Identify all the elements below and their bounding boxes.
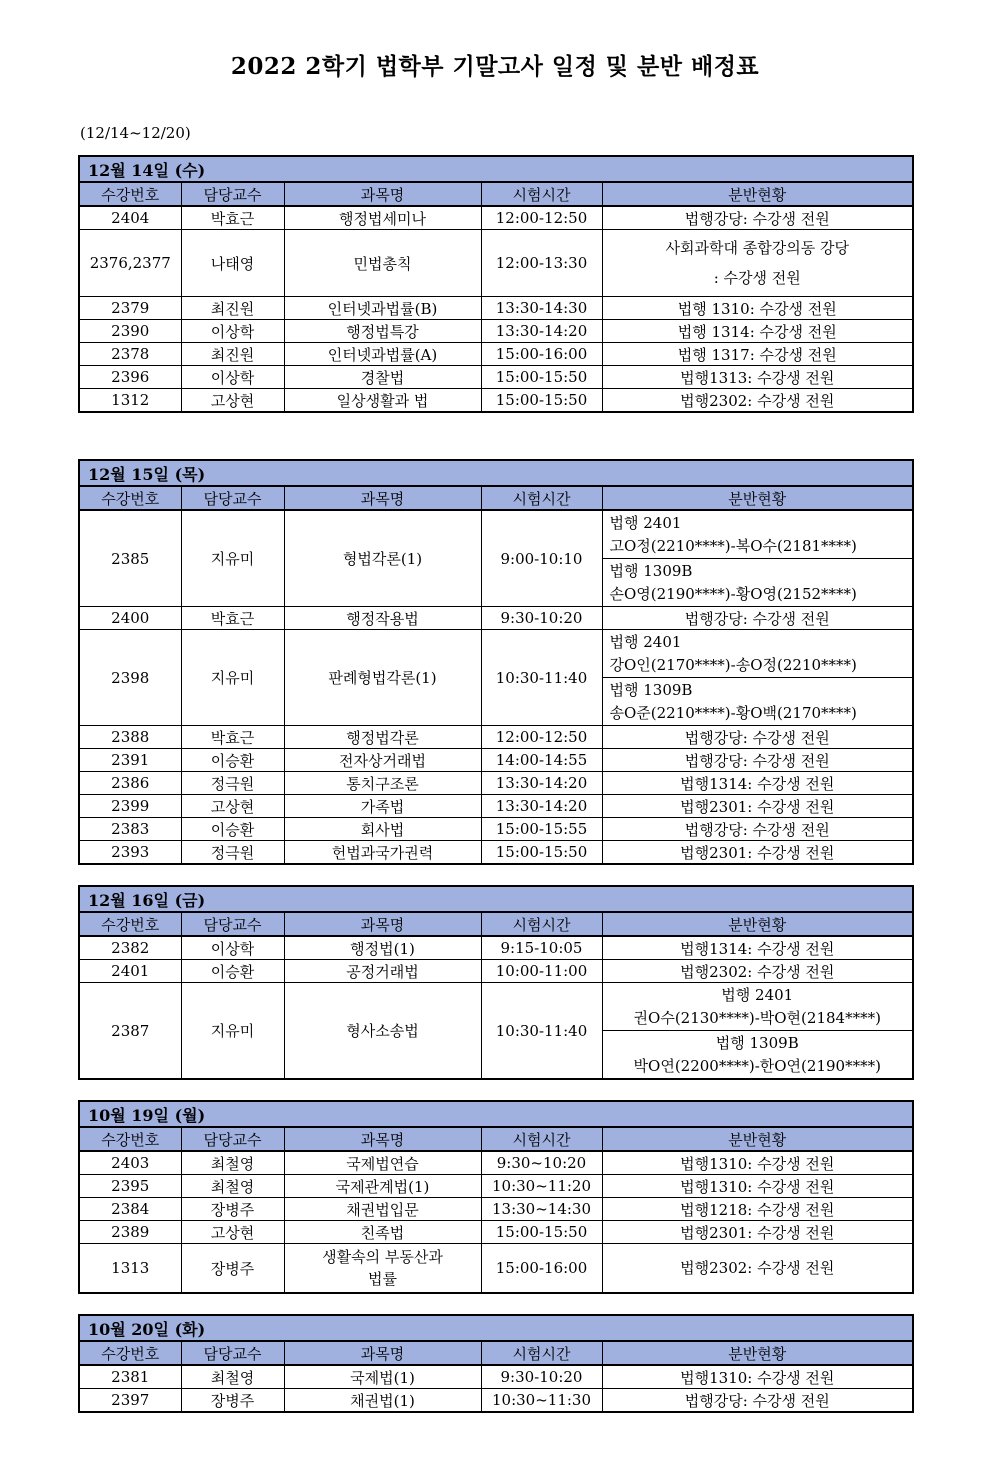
column-header: 과목명: [284, 1341, 481, 1365]
professor-cell: 박효근: [181, 206, 284, 230]
exam-time-cell: 12:00-13:30: [481, 230, 602, 297]
course-name-line: 헌법과국가권력: [331, 843, 434, 862]
assignment-line: 법행강당: 수강생 전원: [684, 609, 830, 628]
assignment-line: 법행2302: 수강생 전원: [680, 962, 835, 981]
assignment-cell: [602, 366, 913, 389]
course-name-line: 인터넷과법률(A): [327, 345, 438, 364]
professor-cell: 박효근: [181, 726, 284, 749]
professor-cell: 지유미: [181, 630, 284, 726]
course-name-line: 국제법(1): [350, 1368, 415, 1387]
course-code-cell: 2389: [79, 1221, 181, 1244]
professor-cell: 장병주: [181, 1244, 284, 1294]
professor-cell: 이상학: [181, 320, 284, 343]
assignment-line: 법행강당: 수강생 전원: [684, 820, 830, 839]
assignment-cell: [602, 206, 913, 230]
assignment-cell: [602, 960, 913, 983]
professor-cell: 장병주: [181, 1389, 284, 1413]
exam-time-cell: 10:30-11:40: [481, 983, 602, 1080]
professor-cell: 이상학: [181, 936, 284, 960]
course-name-line: 생활속의 부동산과: [322, 1248, 443, 1266]
exam-time-cell: 13:30-14:20: [481, 320, 602, 343]
course-name-line: 친족법: [360, 1223, 405, 1242]
assignment-cell: [602, 1151, 913, 1175]
course-name-line: 행정법세미나: [339, 209, 426, 228]
course-name-cell: [284, 297, 481, 320]
course-code-cell: 2404: [79, 206, 181, 230]
course-name-cell: [284, 841, 481, 865]
room-label: 법행 2401: [609, 632, 682, 651]
assignment-group: [603, 630, 913, 678]
course-name-line: 민법총칙: [353, 254, 412, 273]
course-name-line: 전자상거래법: [339, 751, 426, 770]
schedule-table: [78, 1100, 914, 1294]
column-header: 과목명: [284, 912, 481, 936]
exam-row: [79, 772, 913, 795]
column-header-row: [79, 1127, 913, 1151]
exam-row: [79, 510, 913, 607]
assignment-line: 법행2302: 수강생 전원: [680, 391, 835, 410]
course-code-cell: 2376,2377: [79, 230, 181, 297]
course-name-cell: [284, 795, 481, 818]
document-title: 2022 2학기 법학부 기말고사 일정 및 분반 배정표: [230, 53, 760, 80]
student-range-label: 박O연(2200****)-한O연(2190****): [633, 1056, 881, 1075]
course-name-line: 가족법: [360, 797, 405, 816]
date-row: [79, 1101, 913, 1127]
exam-row: [79, 366, 913, 389]
assignment-line: 사회과학대 종합강의동 강당: [665, 239, 849, 257]
course-name-cell: [284, 389, 481, 413]
exam-time-cell: 13:30-14:20: [481, 772, 602, 795]
assignment-line: 법행강당: 수강생 전원: [684, 751, 830, 770]
assignment-group: [603, 678, 913, 725]
course-name-line: 행정법각론: [346, 728, 419, 747]
course-code-cell: 2379: [79, 297, 181, 320]
professor-cell: 박효근: [181, 607, 284, 630]
course-code-cell: 2384: [79, 1198, 181, 1221]
column-header: 수강번호: [79, 1127, 181, 1151]
exam-row: [79, 1244, 913, 1294]
column-header-row: [79, 1341, 913, 1365]
course-name-cell: [284, 749, 481, 772]
assignment-cell: [602, 1389, 913, 1413]
column-header: 담당교수: [181, 486, 284, 510]
assignment-cell: [602, 297, 913, 320]
exam-row: [79, 1198, 913, 1221]
column-header: 담당교수: [181, 912, 284, 936]
student-range-label: 강O인(2170****)-송O정(2210****): [609, 655, 857, 674]
assignment-line: 법행 1310: 수강생 전원: [677, 299, 837, 318]
course-code-cell: 2388: [79, 726, 181, 749]
column-header: 시험시간: [481, 912, 602, 936]
exam-time-cell: 15:00-15:50: [481, 1221, 602, 1244]
assignment-line: 법행1218: 수강생 전원: [680, 1200, 835, 1219]
course-name-cell: [284, 206, 481, 230]
professor-cell: 고상현: [181, 389, 284, 413]
assignment-line: 법행강당: 수강생 전원: [684, 209, 830, 228]
course-name-line: 행정작용법: [346, 609, 419, 628]
assignment-line: 법행 1314: 수강생 전원: [677, 322, 837, 341]
exam-time-cell: 15:00-15:50: [481, 389, 602, 413]
column-header-row: [79, 486, 913, 510]
course-code-cell: 2401: [79, 960, 181, 983]
date-row: [79, 1315, 913, 1341]
schedule-table: [78, 885, 914, 1080]
exam-row: [79, 983, 913, 1080]
course-name-cell: [284, 1389, 481, 1413]
column-header: 시험시간: [481, 1127, 602, 1151]
course-name-line: 인터넷과법률(B): [327, 299, 438, 318]
student-range-label: 송O준(2210****)-황O백(2170****): [609, 703, 857, 722]
exam-row: [79, 749, 913, 772]
course-name-cell: [284, 510, 481, 607]
column-header-row: [79, 912, 913, 936]
exam-time-cell: 9:30~10:20: [481, 1151, 602, 1175]
course-name-line: 형법각론(1): [342, 550, 423, 568]
professor-cell: 정극원: [181, 841, 284, 865]
professor-cell: 정극원: [181, 772, 284, 795]
course-name-line: 일상생활과 법: [336, 391, 429, 410]
exam-row: [79, 726, 913, 749]
assignment-cell: [602, 749, 913, 772]
column-header: 분반현황: [602, 1341, 913, 1365]
assignment-group: [603, 1031, 913, 1078]
assignment-line: 법행1310: 수강생 전원: [680, 1177, 835, 1196]
professor-cell: 고상현: [181, 795, 284, 818]
course-code-cell: 2393: [79, 841, 181, 865]
course-name-cell: [284, 366, 481, 389]
column-header: 시험시간: [481, 182, 602, 206]
exam-row: [79, 795, 913, 818]
assignment-cell: [602, 818, 913, 841]
assignment-line: 법행1313: 수강생 전원: [680, 368, 835, 387]
exam-time-cell: 15:00-15:50: [481, 841, 602, 865]
course-name-line: 행정법(1): [350, 939, 415, 958]
course-name-cell: [284, 1221, 481, 1244]
course-name-line: 행정법특강: [346, 322, 419, 341]
assignment-line: 법행1310: 수강생 전원: [680, 1368, 835, 1387]
course-name-line: 채권법입문: [346, 1200, 419, 1219]
student-range-label: 고O정(2210****)-복O수(2181****): [609, 536, 857, 555]
assignment-cell: [602, 1365, 913, 1389]
column-header: 과목명: [284, 486, 481, 510]
exam-time-cell: 10:00-11:00: [481, 960, 602, 983]
exam-period-label: (12/14~12/20): [80, 124, 191, 142]
course-name-line: 통치구조론: [346, 774, 419, 793]
exam-time-cell: 15:00-16:00: [481, 1244, 602, 1294]
column-header-row: [79, 182, 913, 206]
course-name-line: 공정거래법: [346, 962, 419, 981]
professor-cell: 이승환: [181, 818, 284, 841]
room-label: 법행 1309B: [609, 561, 693, 580]
exam-time-cell: 15:00-15:50: [481, 366, 602, 389]
assignment-line: : 수강생 전원: [713, 269, 801, 287]
assignment-cell: [602, 1244, 913, 1294]
column-header: 수강번호: [79, 182, 181, 206]
assignment-cell: [602, 841, 913, 865]
assignment-cell: [602, 726, 913, 749]
course-code-cell: 2395: [79, 1175, 181, 1198]
assignment-group: [603, 983, 913, 1031]
room-label: 법행 1309B: [715, 1033, 799, 1052]
course-code-cell: 2396: [79, 366, 181, 389]
column-header: 담당교수: [181, 182, 284, 206]
exam-row: [79, 389, 913, 413]
professor-cell: 이승환: [181, 749, 284, 772]
course-name-line: 형사소송법: [346, 1022, 419, 1040]
course-name-line: 판례형법각론(1): [328, 669, 437, 687]
course-name-cell: [284, 772, 481, 795]
table-date-label: 10월 19일 (월): [79, 1101, 913, 1127]
course-name-cell: [284, 1151, 481, 1175]
course-code-cell: 2400: [79, 607, 181, 630]
course-name-cell: [284, 936, 481, 960]
course-name-line: 경찰법: [360, 368, 405, 387]
course-name-cell: [284, 726, 481, 749]
schedule-table: [78, 1314, 914, 1413]
exam-row: [79, 1151, 913, 1175]
exam-time-cell: 13:30-14:30: [481, 297, 602, 320]
column-header: 과목명: [284, 1127, 481, 1151]
column-header: 분반현황: [602, 182, 913, 206]
exam-time-cell: 9:15-10:05: [481, 936, 602, 960]
column-header: 수강번호: [79, 1341, 181, 1365]
course-name-line: 국제관계법(1): [335, 1177, 430, 1196]
course-name-line: 법률: [368, 1270, 397, 1288]
course-name-cell: [284, 983, 481, 1080]
assignment-cell: [602, 320, 913, 343]
course-code-cell: 2403: [79, 1151, 181, 1175]
assignment-line: 법행2301: 수강생 전원: [680, 1223, 835, 1242]
professor-cell: 최철영: [181, 1175, 284, 1198]
course-name-line: 국제법연습: [346, 1154, 419, 1173]
course-code-cell: 2383: [79, 818, 181, 841]
course-name-cell: [284, 1365, 481, 1389]
exam-time-cell: 10:30~11:20: [481, 1175, 602, 1198]
professor-cell: 지유미: [181, 983, 284, 1080]
course-code-cell: 2386: [79, 772, 181, 795]
exam-time-cell: 14:00-14:55: [481, 749, 602, 772]
exam-row: [79, 1221, 913, 1244]
course-name-cell: [284, 1175, 481, 1198]
course-code-cell: 2385: [79, 510, 181, 607]
assignment-cell: [602, 230, 913, 297]
column-header: 시험시간: [481, 1341, 602, 1365]
column-header: 수강번호: [79, 912, 181, 936]
column-header: 분반현황: [602, 1127, 913, 1151]
professor-cell: 나태영: [181, 230, 284, 297]
assignment-cell: [602, 1198, 913, 1221]
exam-row: [79, 1175, 913, 1198]
assignment-line: 법행 1317: 수강생 전원: [677, 345, 837, 364]
exam-time-cell: 12:00-12:50: [481, 726, 602, 749]
assignment-cell: [602, 510, 913, 607]
room-label: 법행 2401: [609, 513, 682, 532]
exam-row: [79, 818, 913, 841]
professor-cell: 지유미: [181, 510, 284, 607]
assignment-cell: [602, 936, 913, 960]
course-code-cell: 1312: [79, 389, 181, 413]
exam-row: [79, 607, 913, 630]
column-header: 담당교수: [181, 1127, 284, 1151]
assignment-cell: [602, 1175, 913, 1198]
course-code-cell: 2387: [79, 983, 181, 1080]
student-range-label: 권O수(2130****)-박O현(2184****): [633, 1008, 881, 1027]
assignment-line: 법행강당: 수강생 전원: [684, 1391, 830, 1410]
exam-time-cell: 13:30-14:20: [481, 795, 602, 818]
course-code-cell: 2381: [79, 1365, 181, 1389]
assignment-group: [603, 511, 913, 559]
course-name-cell: [284, 343, 481, 366]
course-name-cell: [284, 1198, 481, 1221]
course-name-cell: [284, 230, 481, 297]
date-row: [79, 886, 913, 912]
course-name-line: 회사법: [360, 820, 405, 839]
table-date-label: 12월 16일 (금): [79, 886, 913, 912]
professor-cell: 최진원: [181, 297, 284, 320]
column-header: 시험시간: [481, 486, 602, 510]
professor-cell: 최철영: [181, 1151, 284, 1175]
exam-row: [79, 1389, 913, 1413]
date-row: [79, 156, 913, 182]
column-header: 분반현황: [602, 486, 913, 510]
exam-time-cell: 10:30-11:40: [481, 630, 602, 726]
exam-time-cell: 9:30-10:20: [481, 607, 602, 630]
course-name-cell: [284, 818, 481, 841]
course-name-line: 채권법(1): [350, 1391, 415, 1410]
course-code-cell: 2391: [79, 749, 181, 772]
table-date-label: 12월 14일 (수): [79, 156, 913, 182]
assignment-cell: [602, 607, 913, 630]
course-name-cell: [284, 630, 481, 726]
course-name-cell: [284, 607, 481, 630]
schedule-table: [78, 459, 914, 865]
assignment-cell: [602, 389, 913, 413]
course-code-cell: 2378: [79, 343, 181, 366]
exam-time-cell: 9:00-10:10: [481, 510, 602, 607]
exam-row: [79, 343, 913, 366]
course-code-cell: 2382: [79, 936, 181, 960]
assignment-cell: [602, 795, 913, 818]
exam-time-cell: 13:30~14:30: [481, 1198, 602, 1221]
course-code-cell: 2398: [79, 630, 181, 726]
professor-cell: 최진원: [181, 343, 284, 366]
column-header: 과목명: [284, 182, 481, 206]
assignment-cell: [602, 772, 913, 795]
course-code-cell: 1313: [79, 1244, 181, 1294]
assignment-line: 법행1314: 수강생 전원: [680, 774, 835, 793]
exam-time-cell: 10:30~11:30: [481, 1389, 602, 1413]
professor-cell: 이상학: [181, 366, 284, 389]
exam-row: [79, 630, 913, 726]
exam-row: [79, 960, 913, 983]
professor-cell: 이승환: [181, 960, 284, 983]
assignment-cell: [602, 630, 913, 726]
assignment-cell: [602, 983, 913, 1080]
exam-row: [79, 206, 913, 230]
room-label: 법행 1309B: [609, 680, 693, 699]
table-date-label: 12월 15일 (목): [79, 460, 913, 486]
schedule-tables: [78, 155, 912, 1413]
column-header: 분반현황: [602, 912, 913, 936]
exam-row: [79, 936, 913, 960]
course-name-cell: [284, 960, 481, 983]
assignment-line: 법행강당: 수강생 전원: [684, 728, 830, 747]
exam-time-cell: 15:00-15:55: [481, 818, 602, 841]
assignment-line: 법행1314: 수강생 전원: [680, 939, 835, 958]
course-name-cell: [284, 320, 481, 343]
assignment-cell: [602, 1221, 913, 1244]
course-code-cell: 2399: [79, 795, 181, 818]
column-header: 담당교수: [181, 1341, 284, 1365]
exam-time-cell: 12:00-12:50: [481, 206, 602, 230]
column-header: 수강번호: [79, 486, 181, 510]
assignment-line: 법행2301: 수강생 전원: [680, 797, 835, 816]
exam-time-cell: 15:00-16:00: [481, 343, 602, 366]
course-code-cell: 2397: [79, 1389, 181, 1413]
schedule-table: [78, 155, 914, 413]
student-range-label: 손O영(2190****)-황O영(2152****): [609, 584, 857, 603]
assignment-cell: [602, 343, 913, 366]
exam-time-cell: 9:30-10:20: [481, 1365, 602, 1389]
exam-row: [79, 230, 913, 297]
assignment-line: 법행2302: 수강생 전원: [680, 1259, 835, 1277]
exam-row: [79, 297, 913, 320]
assignment-group: [603, 559, 913, 606]
exam-row: [79, 1365, 913, 1389]
exam-row: [79, 841, 913, 865]
course-name-cell: [284, 1244, 481, 1294]
table-date-label: 10월 20일 (화): [79, 1315, 913, 1341]
date-row: [79, 460, 913, 486]
professor-cell: 고상현: [181, 1221, 284, 1244]
exam-row: [79, 320, 913, 343]
professor-cell: 장병주: [181, 1198, 284, 1221]
assignment-line: 법행2301: 수강생 전원: [680, 843, 835, 862]
assignment-line: 법행1310: 수강생 전원: [680, 1154, 835, 1173]
professor-cell: 최철영: [181, 1365, 284, 1389]
room-label: 법행 2401: [721, 985, 794, 1004]
course-code-cell: 2390: [79, 320, 181, 343]
